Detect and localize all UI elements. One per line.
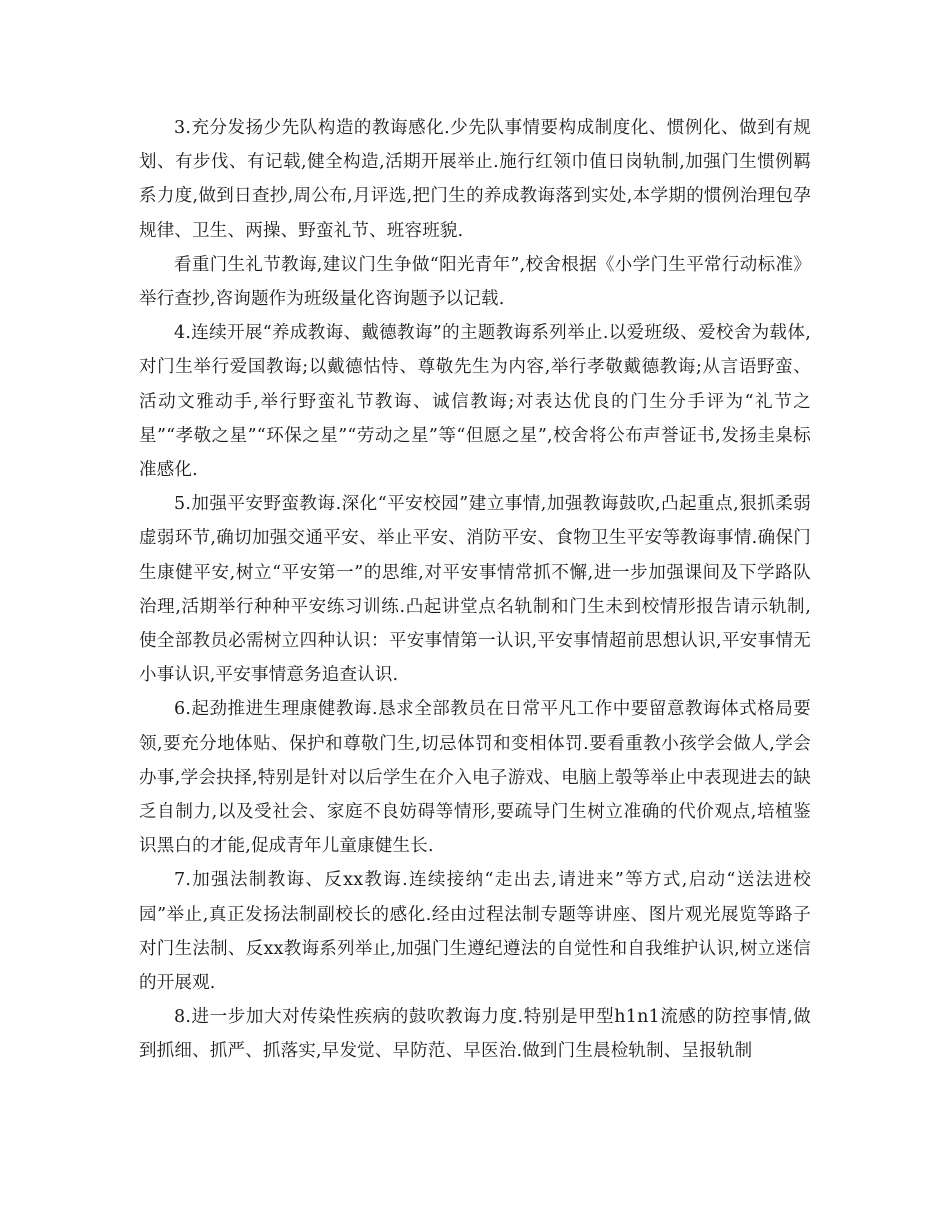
paragraph-item-5: 5.加强平安野蛮教诲.深化“平安校园”建立事情,加强教诲鼓吹,凸起重点,狠抓柔弱虚弱环节,确切加强交通平安、举止平安、消防平安、食物卫生平安等教诲事情.确保门生康健平安,树立“平安第一”的思维,对平安事情常抓不懈,进一步加强课间及下学路队治理,活期举行种种平安练习训练.凸起讲堂点名轨制和门生未到校情形报告请示轨制,使全部教员必需树立四种认识：平安事情第一认识,平安事情超前思想认识,平安事情无小事认识,平安事情意务追查认识.	[139, 494, 811, 686]
paragraph-item-8: 8.进一步加大对传染性疾病的鼓吹教诲力度.特别是甲型h1n1流感的防控事情,做到抓细、抓严、抓落实,早发觉、早防范、早医治.做到门生晨检轨制、呈报轨制	[139, 1007, 811, 1062]
paragraph-item-3: 3.充分发扬少先队构造的教诲感化.少先队事情要构成制度化、惯例化、做到有规划、有步伐、有记载,健全构造,活期开展举止.施行红领巾值日岗轨制,加强门生惯例羁系力度,做到日查抄,周公布,月评选,把门生的养成教诲落到实处,本学期的惯例治理包孕规律、卫生、两操、野蛮礼节、班容班貌.	[139, 118, 811, 241]
paragraph-etiquette: 看重门生礼节教诲,建议门生争做“阳光青年”,校舍根据《小学门生平常行动标准》举行查抄,咨询题作为班级量化咨询题予以记载.	[139, 254, 811, 310]
document-body	[139, 111, 811, 1069]
paragraph-item-7: 7.加强法制教诲、反xx教诲.连续接纳“走出去,请进来”等方式,启动“送法进校园”举止,真正发扬法制副校长的感化.经由过程法制专题等讲座、图片观光展览等路子对门生法制、反xx教诲系列举止,加强门生遵纪遵法的自觉性和自我维护认识,树立迷信的开展观.	[139, 870, 811, 994]
paragraph-item-4: 4.连续开展“养成教诲、戴德教诲”的主题教诲系列举止.以爱班级、爱校舍为载体,对门生举行爱国教诲;以戴德怙恃、尊敬先生为内容,举行孝敬戴德教诲;从言语野蛮、活动文雅动手,举行野蛮礼节教诲、诚信教诲;对表达优良的门生分手评为“礼节之星”“孝敬之星”“环保之星”“劳动之星”等“但愿之星”,校舍将公布声誉证书,发扬圭臬标准感化.	[139, 323, 811, 481]
paragraph-item-6: 6.起劲推进生理康健教诲.恳求全部教员在日常平凡工作中要留意教诲体式格局要领,要充分地体贴、保护和尊敬门生,切忌体罚和变相体罚.要看重教小孩学会做人,学会办事,学会抉择,特别是针对以后学生在介入电子游戏、电脑上彀等举止中表现进去的缺乏自制力,以及受社会、家庭不良妨碍等情形,要疏导门生树立准确的代价观点,培植鉴识黑白的才能,促成青年儿童康健生长.	[139, 699, 811, 857]
